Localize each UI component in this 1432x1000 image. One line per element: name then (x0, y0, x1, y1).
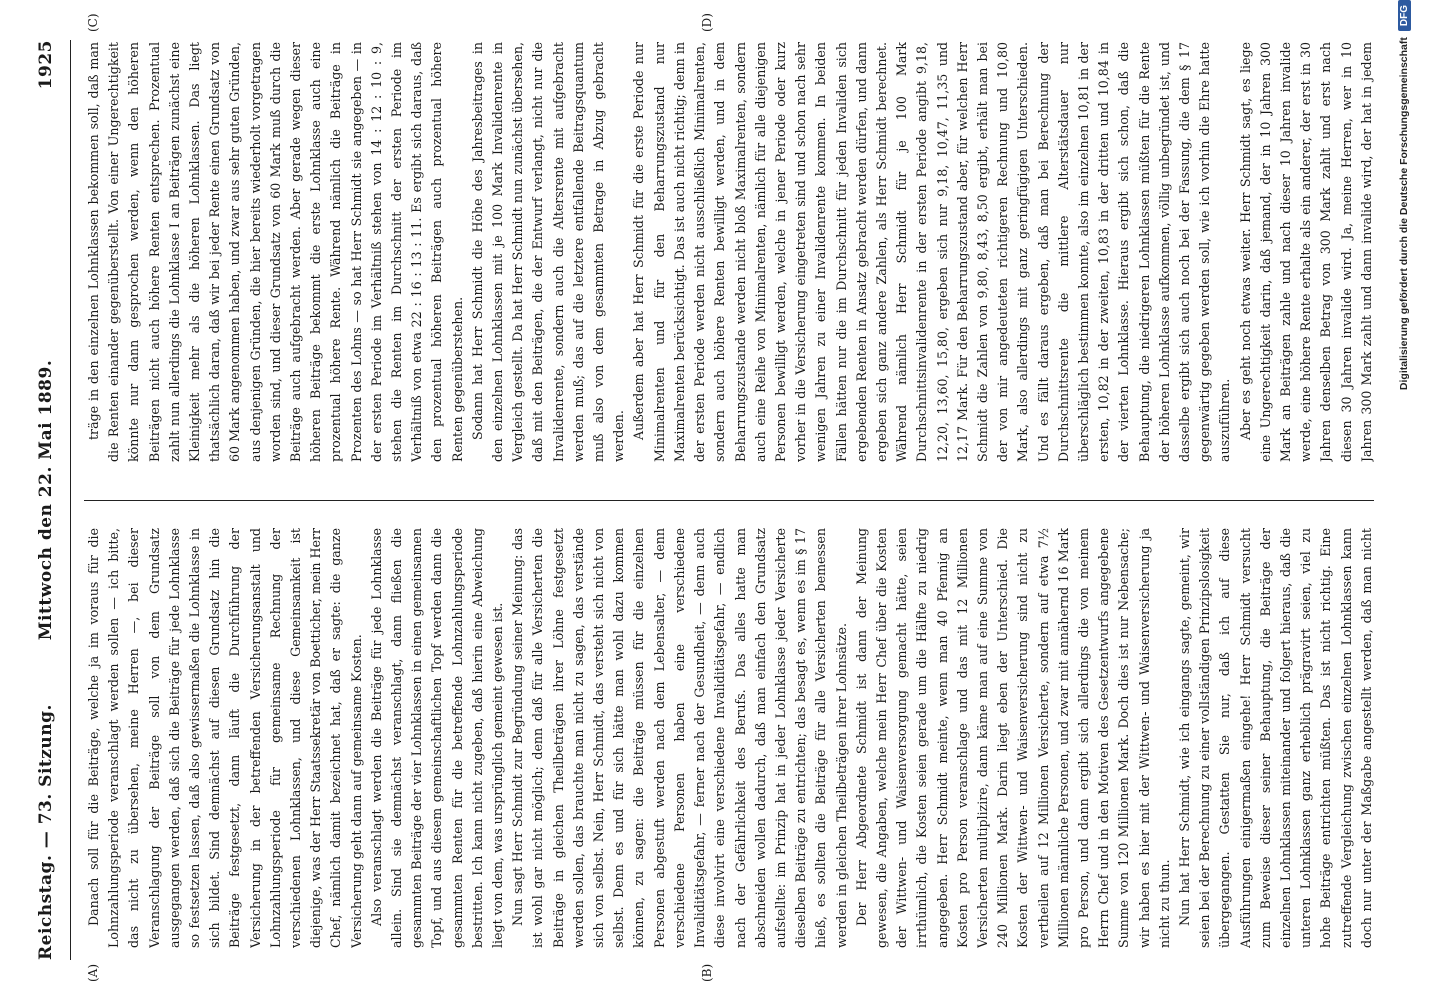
credit-text: Digitalisierung gefördert durch die Deutsche Forschungsgemeinschaft (1398, 37, 1410, 391)
digitization-credit (1398, 0, 1420, 1000)
paragraph: Außerdem aber hat Herr Schmidt für die erste Periode nur Minimalrenten und für den Beharrungszustand nur Maximalrenten berücksichtigt. Das ist auch nicht richtig; denn in der ersten Periode werden nicht ausschließlich Minimalrenten, sondern auch höhere Renten bewilligt werden, und in dem Beharrungszustande werden nicht bloß Maximalrenten, sondern auch eine Reihe von Minimalrenten, nämlich für alle diejenigen Personen bewilligt werden, welche in jener Periode oder kurz vorher in die Versicherung eingetreten sind und schon nach sehr wenigen Jahren zu einer Invalidenrente kommen. In beiden Fällen hätten nur die im Durchschnitt für jeden Invaliden sich ergebenden Renten in Ansatz gebracht werden dürfen, und dann ergeben sich ganz andere Zahlen, als Herr Schmidt berechnet. Während nämlich Herr Schmidt für je 100 Mark Durchschnittsinvalidenrente in der ersten Periode angibt 9,18, 12,20, 13,60, 15,80, ergeben sich nur 9,18, 10,47, 11,35 und 12,17 Mark. Für den Beharrungszustand aber, für welchen Herr Schmidt die Zahlen von 9,80, 8,43, 8,50 ergibt, erhält man bei der von mir angedeuteten richtigeren Rechnung und 10,80 Mark, also allerdings mit ganz geringfügigen Unterschieden. Und es fällt daraus ergeben, daß man bei Berechnung der Durchschnittsrente die mittlere Alterstätsdauer nur überschläglich bestimmen konnte, also im einzelnen 10,81 in der ersten, 10,82 in der zweiten, 10,83 in der dritten und 10,84 in der vierten Lohnklasse. Hieraus ergibt sich schon, daß die Behauptung, die niedrigeren Lohnklassen müßten für die Rente der höheren Lohnklasse aufkommen, völlig unbegründet ist, und dasselbe ergibt sich auch noch bei der Fassung, die dem § 17 gegenwärtig gegeben werden soll, wie ich vorhin die Ehre hatte auszuführen. (631, 42, 1233, 462)
margin-marker-c: (C) (86, 13, 100, 32)
left-column (84, 528, 1374, 948)
paragraph: träge in den einzelnen Lohnklassen bekommen soll, daß man die Renten einander gegenüberstellt. Von einer Ungerechtigkeit könnte nur dann gesprochen werden, wenn den höheren Beiträgen nicht auch höhere Renten entsprechen. Prozentual zahlt nun allerdings die Lohnklasse I an Beiträgen zunächst eine Kleinigkeit mehr als die höheren Lohnklassen. Das liegt thatsächlich daran, daß wir bei jeder Rente einen Grundsatz von 60 Mark angenommen haben, und zwar aus sehr guten Gründen, aus denjenigen Gründen, die hier bereits wiederholt vorgetragen worden sind, und dieser Grundsatz von 60 Mark muß durch die Beiträge auch aufgebracht werden. Aber gerade wegen dieser höheren Beiträge bekommt die erste Lohnklasse auch eine prozentual höhere Rente. Während nämlich die Beiträge in Prozenten des Lohns — so hat Herr Schmidt sie angegeben — in der ersten Periode im Verhältniß stehen von 14 : 12 : 10 : 9, stehen die Renten im Durchschnitt der ersten Periode im Verhältniß von etwa 22 : 16 : 13 : 11. Es ergibt sich daraus, daß den prozentual höheren Beiträgen auch prozentual höhere Renten gegenüberstehen. (86, 42, 465, 462)
paragraph: Nun hat Herr Schmidt, wie ich eingangs sagte, gemeint, wir seien bei der Berechnung zu einer vollständigen Prinzipslosigkeit übergegangen. Gestatten Sie nur, daß ich auf diese Ausführungen einigermaßen eingehe! Herr Schmidt versucht zum Beweise dieser seiner Behauptung, die Beiträge der einzelnen Lohnklassen miteinander und folgert hieraus, daß die unteren Lohnklassen ganz erheblich prägravirt seien, viel zu hohe Beiträge entrichten müßten. Das ist nicht richtig. Eine zutreffende Vergleichung zwischen einzelnen Lohnklassen kann doch nur unter der Maßgabe angestellt werden, daß man nicht (1176, 528, 1374, 948)
paragraph: Sodann hat Herr Schmidt die Höhe des Jahresbeitrages in den einzelnen Lohnklassen mit je 100 Mark Invalidenrente in Vergleich gestellt. Da hat Herr Schmidt nun zunächst übersehen, daß mit den Beiträgen, die der Entwurf verlangt, nicht nur die Invalidenrente, sondern auch die Altersrente mit aufgebracht werden muß; das auf die letztere entfallende Beitragsquantum muß also von dem gesammten Betrage in Abzug gebracht werden. (469, 42, 627, 462)
header-rule (70, 40, 71, 960)
margin-marker-b: (B) (700, 963, 714, 982)
header-date: Mittwoch den 22. Mai 1889. (36, 359, 56, 641)
paragraph: Danach soll für die Beiträge, welche ja im voraus für die Lohnzahlungsperiode veranschlagt werden sollen — ich bitte, das nicht zu übersehen, meine Herren —, bei dieser Veranschlagung der Beiträge soll von dem Grundsatz ausgegangen werden, daß sich die Beiträge für jede Lohnklasse so festsetzen lassen, daß also gewissermaßen die Lohnklasse in sich bildet. Sind demnächst auf diesen Grundsatz hin die Beiträge festgesetzt, dann läuft die Durchführung der Versicherung in der betreffenden Versicherungsanstalt und Lohnzahlungsperiode für gemeinsame Rechnung der verschiedenen Lohnklassen, und diese Gemeinsamkeit ist diejenige, was der Herr Staatssekretär von Boetticher, mein Herr Chef, nämlich damit bezeichnet hat, daß er sagte: die ganze Versicherung geht dann auf gemeinsame Kosten. (86, 528, 364, 948)
margin-marker-d: (D) (700, 13, 714, 32)
paragraph: Aber es geht noch etwas weiter. Herr Schmidt sagt, es liege eine Ungerechtigkeit darin, daß jemand, der in 10 Jahren 300 Mark an Beiträgen zahle und nach dieser 10 Jahren invalide werde, eine höhere Rente erhalte als ein anderer, der erst in 30 Jahren denselben Betrag von 300 Mark zahlt und erst nach diesen 30 Jahren invalide wird. Ja, meine Herren, wer in 10 Jahren 300 Mark zahlt und dann invalide wird, der hat in jedem (1237, 42, 1374, 462)
margin-marker-a: (A) (86, 963, 100, 982)
running-header (30, 40, 64, 960)
paragraph: Also veranschlagt werden die Beiträge für jede Lohnklasse allein. Sind sie demnächst veranschlagt, dann fließen die gesammten Beiträge der vier Lohnklassen in einen gemeinsamen Topf, und aus diesem gemeinschaftlichen Topf werden dann die gesammten Renten für die betreffende Lohnzahlungsperiode bestritten. Ich kann nicht zugeben, daß hierin eine Abweichung liegt von dem, was ursprünglich gemeint gewesen ist. (368, 528, 506, 948)
column-divider (84, 500, 1374, 501)
right-column (84, 42, 1374, 462)
header-page-number: 1925 (36, 40, 56, 90)
dfg-logo: DFG (1398, 0, 1411, 31)
paragraph: Der Herr Abgeordnete Schmidt ist dann der Meinung gewesen, die Angaben, welche mein Herr Chef über die Kosten der Wittwen- und Waisenversorgung gemacht hätte, seien irrthümlich, die Kosten seien gerade um die Hälfte zu niedrig angegeben. Herr Schmidt meinte, wenn man 40 Pfennig an Kosten pro Person veranschlage und das mit 12 Millionen Versicherten multiplizire, dann käme man auf eine Summe von 240 Millionen Mark. Darin liegt eben der Unterschied. Die Kosten der Wittwen- und Waisenversicherung sind nicht zu vertheilen auf 12 Millionen Versicherte, sondern auf etwa 7½ Millionen männliche Personen, und zwar mit annähernd 16 Mark pro Person, und dann ergibt sich allerdings die von meinem Herrn Chef und in den Motiven des Gesetzentwurfs angegebene Summe von 120 Millionen Mark. Doch dies ist nur Nebensache; wir haben es hier mit der Wittwen- und Waisenversicherung ja nicht zu thun. (853, 528, 1172, 948)
paragraph: Nun sagt Herr Schmidt zur Begründung seiner Meinung: das ist wohl gar nicht möglich; denn daß für alle Versicherten die Beiträge in gleichen Theilbeträgen ihrer Löhne festgesetzt werden sollen, das brauchte man nicht zu sagen, das verstände sich von selbst. Nein, Herr Schmidt, das versteht sich nicht von selbst. Denn es und für sich hätte man wohl dazu kommen können, zu sagen: die Beiträge müssen für die einzelnen Personen abgestuft werden nach dem Lebensalter, — denn verschiedene Personen haben eine verschiedene Invaliditätsgefahr, — ferner nach der Gesundheit, — denn auch diese involvirt eine verschiedene Invaliditätsgefahr, — endlich nach der Gefährlichkeit des Berufs. Das alles hatte man abschneiden wollen dadurch, daß man einfach den Grundsatz aufstellte: im Prinzip hat in jeder Lohnklasse jeder Versicherte dieselben Beiträge zu entrichten; das besagt es, wenn es im § 17 hieß, es sollten die Beiträge für alle Versicherten bemessen werden in gleichen Theilbeträgen ihrer Lohnsätze. (510, 528, 849, 948)
header-session: Reichstag. — 73. Sitzung. (36, 704, 56, 960)
